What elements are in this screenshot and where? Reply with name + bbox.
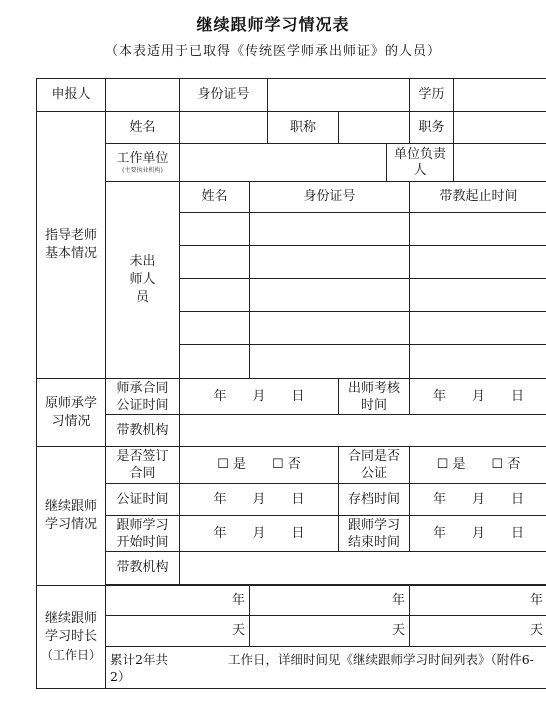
contract-signed-options[interactable]: ☐ 是 ☐ 否 [180,447,339,484]
contract-notarized-options[interactable]: ☐ 是 ☐ 否 [410,447,546,484]
apprentice-name-cell[interactable] [180,279,250,312]
education-label: 学历 [410,79,454,112]
apprentice-period-cell[interactable] [410,312,546,345]
continued-teaching-org-label: 带教机构 [106,552,180,585]
applicant-field[interactable] [106,79,180,112]
contract-signed-label: 是否签订合同 [106,447,180,484]
yes-option: 是 [232,457,246,472]
workplace-note: (主要执业机构) [122,166,163,174]
workplace-label: 工作单位 (主要执业机构) [106,144,180,182]
apprentice-id-cell[interactable] [250,213,410,246]
apprentice-name-cell[interactable] [180,213,250,246]
applicant-label: 申报人 [37,79,106,112]
apprentice-id-cell[interactable] [250,279,410,312]
apprentice-period-cell[interactable] [410,213,546,246]
notary-time-label: 公证时间 [106,484,180,516]
duration-day-1[interactable]: 天 [106,616,250,647]
duration-note: 累计2年共 工作日，详细时间见《继续跟师学习时间列表》（附件6-2） [106,647,546,689]
apprentice-header-name: 姓名 [180,182,250,213]
teacher-title-label: 职称 [268,112,339,144]
apprentice-period-cell[interactable] [410,246,546,279]
exam-date-field[interactable]: 年 月 日 [410,379,546,415]
workplace-field[interactable] [180,144,387,182]
contract-notary-date-field[interactable]: 年 月 日 [180,379,339,415]
teacher-section-label: 指导老师基本情况 [37,112,106,379]
apprentice-period-cell[interactable] [410,279,546,312]
continued-teaching-org-field[interactable] [180,552,546,585]
duration-year-2[interactable]: 年 [250,586,410,616]
contract-notary-time-label: 师承合同公证时间 [106,379,180,415]
teacher-title-field[interactable] [339,112,410,144]
apprentice-name-cell[interactable] [180,246,250,279]
unit-head-field[interactable] [454,144,546,182]
original-teaching-org-field[interactable] [180,415,546,447]
archive-date-field[interactable]: 年 月 日 [410,484,546,516]
document-title: 继续跟师学习情况表 [196,15,350,34]
apprentices-label: 未出师人员 [106,182,180,379]
archive-time-label: 存档时间 [339,484,410,516]
apprentice-header-id: 身份证号 [250,182,410,213]
no-option: 否 [287,457,301,472]
apprentice-id-cell[interactable] [250,246,410,279]
apprentice-name-cell[interactable] [180,312,250,345]
teacher-post-label: 职务 [410,112,454,144]
end-date-field[interactable]: 年 月 日 [410,516,546,552]
yes-option: 是 [452,457,466,472]
duration-year-3[interactable]: 年 [410,586,546,616]
document-subtitle: （本表适用于已取得《传统医学师承出师证》的人员） [104,44,441,59]
unit-head-label: 单位负责人 [387,144,454,182]
study-form-table [36,78,546,689]
duration-section-label: 继续跟师学习时长 （工作日） [37,586,106,689]
original-section-label: 原师承学习情况 [37,379,106,447]
apprentice-name-cell[interactable] [180,345,250,379]
no-option: 否 [507,457,521,472]
apprentice-id-cell[interactable] [250,345,410,379]
education-field[interactable] [454,79,546,112]
exam-time-label: 出师考核时间 [339,379,410,415]
start-time-label: 跟师学习开始时间 [106,516,180,552]
start-date-field[interactable]: 年 月 日 [180,516,339,552]
duration-year-1[interactable]: 年 [106,586,250,616]
continued-section-label: 继续跟师学习情况 [37,447,106,586]
apprentice-period-cell[interactable] [410,345,546,379]
duration-day-2[interactable]: 天 [250,616,410,647]
id-number-label: 身份证号 [180,79,268,112]
duration-day-3[interactable]: 天 [410,616,546,647]
contract-notarized-label: 合同是否公证 [339,447,410,484]
id-number-field[interactable] [268,79,410,112]
notary-date-field[interactable]: 年 月 日 [180,484,339,516]
apprentice-id-cell[interactable] [250,312,410,345]
teacher-post-field[interactable] [454,112,546,144]
end-time-label: 跟师学习结束时间 [339,516,410,552]
apprentice-header-period: 带教起止时间 [410,182,546,213]
original-teaching-org-label: 带教机构 [106,415,180,447]
teacher-name-label: 姓名 [106,112,180,144]
teacher-name-field[interactable] [180,112,268,144]
